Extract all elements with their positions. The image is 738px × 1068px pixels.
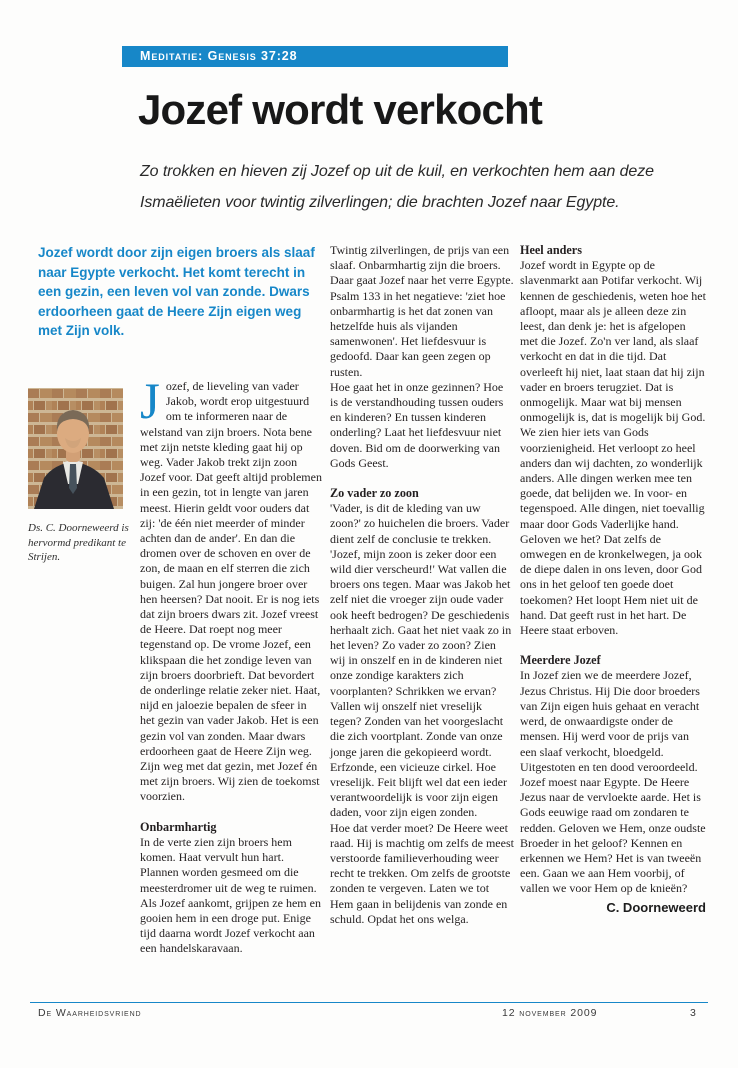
subheading-zo-vader-zo-zoon: Zo vader zo zoon (330, 486, 419, 501)
paragraph: 'Vader, is dit de kleding van uw zoon?' zo huichelen die broers. Vader dient zelf de conclusie te trekken. 'Jozef, mijn zoon is zeker door een wild dier verscheurd!' Wat vallen die broers ons tegen. Maar was Jakob het zelf niet die vroeger zijn oude vader ook heeft bedrogen? De geschiedenis herhaalt zich. Gaat het niet vaak zo in het leven? Zo vader zo zoon? Zien wij in onszelf en in de kinderen niet onze zondige karakters zich voorplanten? Schrikken we ervan? Vallen wij onszelf niet vreselijk tegen? Zonden van het voorgeslacht die zich voortplant. Zonde van onze jonge jaren die gekopieerd wordt. Erfzonde, een vicieuze cirkel. Hoe vreselijk. Feit blijft wel dat een ieder verantwoordelijk is voor zijn eigen daden, voor zijn eigen zonden. (330, 501, 512, 820)
portrait-photo (28, 388, 123, 509)
page-title: Jozef wordt verkocht (138, 86, 543, 133)
footer-publication-name: De Waarheidsvriend (38, 1007, 142, 1019)
article-column-3 (520, 243, 706, 915)
drop-cap: J (140, 374, 160, 430)
subheading-meerdere-jozef: Meerdere Jozef (520, 653, 601, 668)
footer-date: 12 november 2009 (502, 1007, 598, 1019)
portrait-photo-art (28, 388, 123, 509)
footer-page-number: 3 (690, 1007, 696, 1019)
paragraph: In de verte zien zijn broers hem komen. Haat vervult hun hart. Plannen worden gesmeed om die meesterdromer uit de weg te ruimen. Als Jozef aankomt, grijpen ze hem en gooien hem in een droge put. Enige tijd daarna wordt Jozef verkocht aan een handelskaravaan. (140, 834, 321, 956)
subheading-heel-anders: Heel anders (520, 243, 582, 257)
subheading-onbarmhartig: Onbarmhartig (140, 819, 217, 834)
paragraph: Twintig zilverlingen, de prijs van een slaaf. Onbarmhartig zijn die broers. Daar gaat Jozef naar het verre Egypte. Psalm 133 in het negatieve: 'ziet hoe onbarmhartig is het dat zonen van hetzelfde huis als vijanden samenwonen'. Het liefdesvuur is gedoofd. Daar kan geen zegen op rusten. (330, 243, 514, 379)
paragraph: Jozef wordt in Egypte op de slavenmarkt aan Potifar verkocht. Wij kennen de geschiedenis, weten hoe het afloopt, maar als je alleen deze zin leest, dan denk je: het is afgelopen met die Jozef. Zo'n ver land, als slaaf verkocht en dat in die tijd. Dat overleeft hij niet, laat staan dat hij zijn vader en broers terugziet. Dat is onmogelijk. Maar wat bij mensen onmogelijk is, dat is mogelijk bij God. We zien hier iets van Gods voorzienigheid. Het verloopt zo heel anders dan wij dachten, zo wonderlijk anders. Alle dingen werken mee ten goede, dat belijden we. In voor- en tegenspoed. Alle dingen, niet toevallig maar door Gods Vaderlijke hand. Geloven we het? Dat zelfs de omwegen en de kronkelwegen, ja ook de diepe dalen in ons leven, door God ons in het geloof ten goede doet toekomen? Het loopt Hem niet uit de hand. Dat geeft rust in het hart. De Heere staat erboven. (520, 258, 706, 638)
paragraph-text: ozef, de lieveling van vader Jakob, wordt erop uitgestuurd om te informeren naar de welstand van zijn broers. Nota bene met zijn netste kleding gaat hij op weg. Vader Jakob trekt zijn zoon Jozef voor. Dat geeft altijd problemen in een gezin, tot in lengte van jaren meest. Hierin geldt voor ouders dat zij: 'de één niet meerder of minder achten dan de ander'. En dan die dromen over de schoven en over de zon, de maan en elf sterren die zich buigen. Zal hun jongere broer over hen heersen? Dat nooit. Er is nog iets dat zijn broers dwars zit. Jozef vreest de Heere. Dat roept nog meer tegenstand op. De vrome Jozef, een klikspaan die het zondige leven van zijn broers doorbrieft. Dat bevordert de onderlinge relatie zeker niet. Haat, nijd en jaloezie bepalen de sfeer in het gezin van vader Jakob. Het is een gezin vol van zonden. Maar dwars erdoorheen gaat de Heere Zijn weg. Zijn weg met dat gezin, met Jozef én met zijn broers. Wij zien de toekomst voorzien. (140, 379, 322, 804)
lead-paragraph: Jozef wordt door zijn eigen broers als slaaf naar Egypte verkocht. Het komt terecht in een gezin, een leven vol van zonde. Dwars erdoorheen gaat de Heere Zijn eigen weg met Zijn volk. (38, 245, 315, 338)
paragraph: Hoe dat verder moet? De Heere weet raad. Hij is machtig om zelfs de meest verstoorde familieverhouding weer recht te trekken. Om zelfs de grootste zonden te vergeven. Laten we tot Hem gaan in belijdenis van zonde en schuld. Opdat het ons welga. (330, 820, 514, 926)
footer-rule (30, 1002, 708, 1003)
author-signature: C. Doorneweerd (606, 899, 706, 915)
scripture-intro-line1: Zo trokken en hieven zij Jozef op uit de kuil, en verkochten hem aan deze (140, 163, 654, 180)
photo-caption: Ds. C. Doorneweerd is hervormd predikant te Strijen. (28, 522, 129, 563)
paragraph: In Jozef zien we de meerdere Jozef, Jezus Christus. Hij Die door broeders van Zijn eigen huis gehaat en veracht werd, de onwaardigste onder de mensen. Hij werd voor de prijs van een slaaf verkocht, bloedgeld. Uitgestoten en ten dood veroordeeld. Jozef moest naar Egypte. De Heere Jezus naar de vervloekte aarde. Het is Gods eeuwige raad om zondaren te redden. Geloven we Hem, onze oudste Broeder in het geloof? Kennen en erkennen we Hem? Het is van tweeën een. Gaan we aan Hem voorbij, of vallen we voor Hem op de knieën? (520, 668, 706, 896)
paragraph: Hoe gaat het in onze gezinnen? Hoe is de verstandhouding tussen ouders en kinderen? En tussen kinderen onderling? Laat het liefdesvuur niet doven. Bid om de doorwerking van Gods Geest. (330, 379, 504, 470)
section-kicker: Meditatie: Genesis 37:28 (122, 46, 508, 67)
paragraph (140, 374, 324, 805)
article-column-2 (330, 243, 514, 927)
scripture-intro-line2: Ismaëlieten voor twintig zilverlingen; die brachten Jozef naar Egypte. (140, 194, 620, 211)
scripture-intro (140, 156, 654, 218)
article-column-1 (140, 374, 324, 957)
